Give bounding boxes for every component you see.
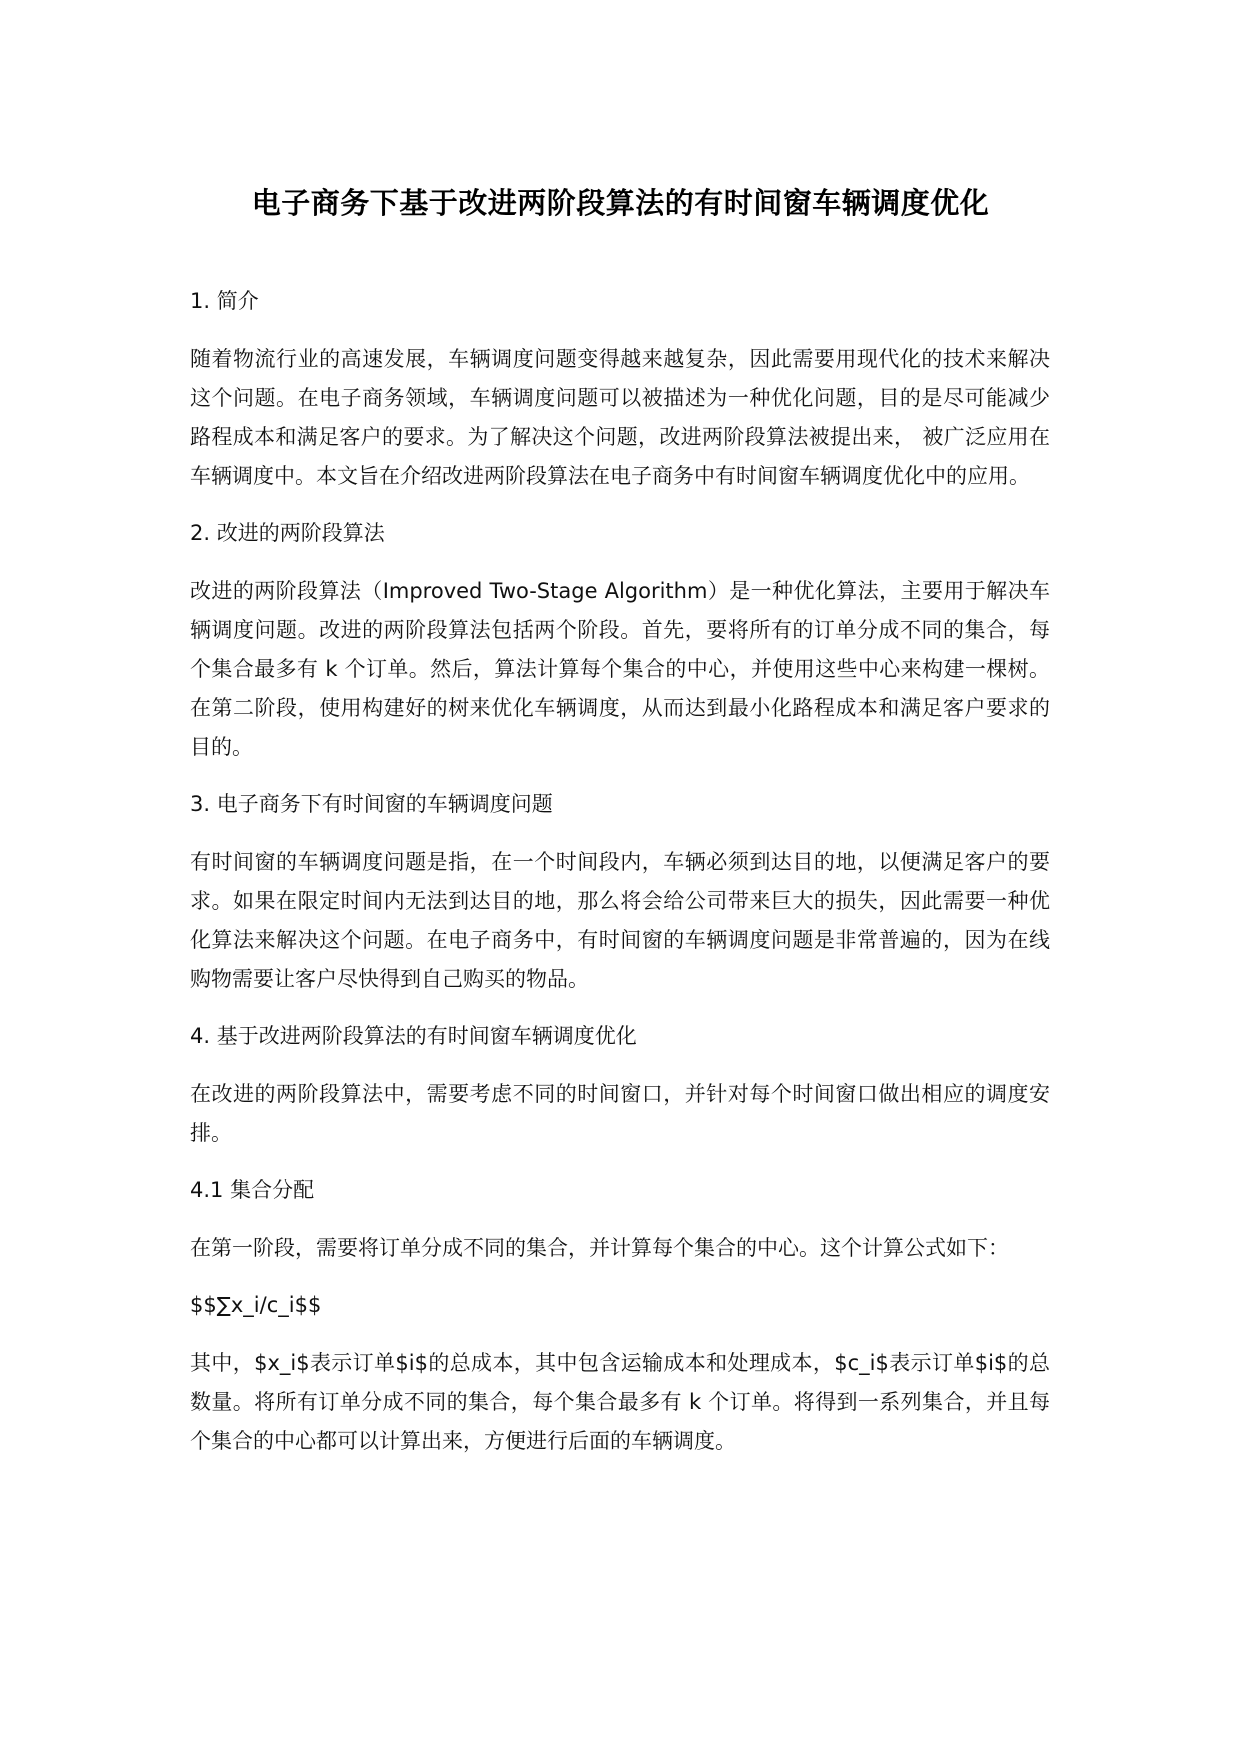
document-body [190,284,1050,1481]
section-heading-set-allocation: 4.1 集合分配 [190,1178,315,1202]
paragraph-introduction: 随着物流行业的高速发展，车辆调度问题变得越来越复杂，因此需要用现代化的技术来解决这个问题。在电子商务领域，车辆调度问题可以被描述为一种优化问题，目的是尽可能减少路程成本和满足客户的要求。为了解决这个问题，改进两阶段算法被提出来， 被广泛应用在车辆调度中。本文旨在介绍改进两阶段算法在电子商务中有时间窗车辆调度优化中的应用。 [190,347,1050,488]
section-heading-improved-algorithm: 2. 改进的两阶段算法 [190,521,385,545]
formula: $$∑x_i/c_i$$ [190,1293,322,1317]
paragraph-time-window-problem: 有时间窗的车辆调度问题是指，在一个时间段内，车辆必须到达目的地，以便满足客户的要求。如果在限定时间内无法到达目的地，那么将会给公司带来巨大的损失，因此需要一种优化算法来解决这个问题。在电子商务中，有时间窗的车辆调度问题是非常普遍的，因为在线购物需要让客户尽快得到自己购买的物品。 [190,850,1050,991]
section-heading-introduction: 1. 简介 [190,289,259,313]
paragraph-set-allocation: 在第一阶段，需要将订单分成不同的集合，并计算每个集合的中心。这个计算公式如下： [190,1236,1009,1260]
document-title: 电子商务下基于改进两阶段算法的有时间窗车辆调度优化 [251,186,990,220]
section-heading-time-window-problem: 3. 电子商务下有时间窗的车辆调度问题 [190,792,553,816]
section-heading-optimization: 4. 基于改进两阶段算法的有时间窗车辆调度优化 [190,1024,637,1048]
paragraph-formula-explanation: 其中，$x_i$表示订单$i$的总成本，其中包含运输成本和处理成本，$c_i$表示订单$i$的总数量。将所有订单分成不同的集合，每个集合最多有 k 个订单。将得到一系列集合，并且每个集合的中心都可以计算出来，方便进行后面的车辆调度。 [190,1351,1050,1453]
paragraph-optimization: 在改进的两阶段算法中，需要考虑不同的时间窗口，并针对每个时间窗口做出相应的调度安排。 [190,1082,1050,1145]
paragraph-improved-algorithm: 改进的两阶段算法（Improved Two-Stage Algorithm）是一种优化算法，主要用于解决车辆调度问题。改进的两阶段算法包括两个阶段。首先，要将所有的订单分成不同的集合，每个集合最多有 k 个订单。然后，算法计算每个集合的中心，并使用这些中心来构建一棵树。在第二阶段，使用构建好的树来优化车辆调度，从而达到最小化路程成本和满足客户要求的目的。 [190,579,1050,759]
